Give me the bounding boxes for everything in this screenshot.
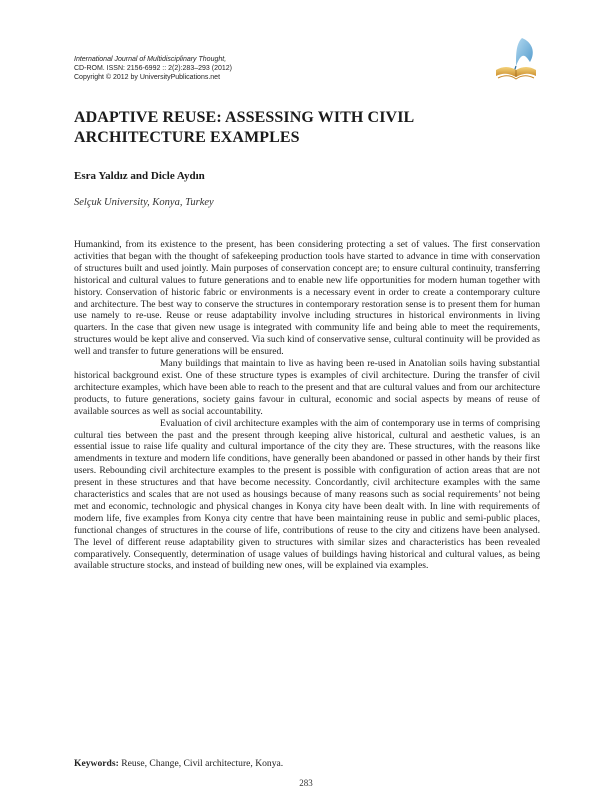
abstract-paragraph-3: Evaluation of civil architecture examples with the aim of contemporary use in terms of comprising cultural ties between the past and the present through keeping alive historical, cultural and aesthetic values, is an essential issue to raise life quality and cultural importance of the city they are. These structures, with the reasons like amendments in texture and modern life conditions, have generally been abandoned or passed in other hands by their first users. Rebounding civil architecture examples to the present is possible with configuration of action areas that are not present in these structures and that have become necessity. Concordantly, civil architecture examples with the same characteristics and scales that are not used as housings because of many reasons such as social requirements’ not being met and economic, technologic and physical changes in Konya city have been dealt with. In line with requirements of modern life, five examples from Konya city centre that have been maintaining reuse in public and semi-public places, functional changes of structures in the course of life, contributions of reuse to the city and citizens have been analysed. The level of different reuse adaptability given to structures with similar sizes and characteristics has been revealed comparatively. Consequently, determination of usage values of buildings having historical and cultural values, as being available structure stocks, and instead of building new ones, will be explained via examples. xyxy=(74,417,540,572)
page-number: 283 xyxy=(299,778,313,788)
abstract-paragraph-1: Humankind, from its existence to the present, has been considering protecting a set of values. The first conservation activities that began with the thought of safekeeping production tools have started to advance in time with conservation of structures built and used jointly. Main purposes of conservation concept are; to ensure cultural continuity, transferring historical and cultural values to future generations and to enable new life opportunities for modern human together with history. Conservation of historic fabric or environments is a necessary event in order to create a contemporary culture and architecture. The best way to conserve the structures in contemporary restoration sense is to present them for human use namely to re-use. Reuse or reuse adaptability involve including structures in historical environments in living quarters. In the case that given new usage is integrated with community life and being able to meet the requirements, structures would be kept alive and conserved. Via such kind of conservative sense, cultural continuity will be provided as well and transfer to future generations will be ensured. xyxy=(74,239,540,358)
journal-copyright: Copyright © 2012 by UniversityPublications.net xyxy=(74,74,221,81)
keywords-value: Reuse, Change, Civil architecture, Konya. xyxy=(121,758,284,769)
keywords-label: Keywords xyxy=(74,758,116,769)
journal-header xyxy=(74,55,232,82)
paper-affiliation: Selçuk University, Konya, Turkey xyxy=(74,197,214,208)
paper-authors: Esra Yaldız and Dicle Aydın xyxy=(74,170,205,182)
keywords-separator: : xyxy=(115,758,119,769)
journal-name: International Journal of Multidisciplinary Thought, xyxy=(74,56,227,63)
abstract-paragraph-2: Many buildings that maintain to live as having been re-used in Anatolian soils having substantial historical background exist. One of these structure types is examples of civil architecture. During the transfer of civil architecture examples, which have been able to reach to the present and that are cultural values and from our architecture products, to future generations, society gains favour in cultural, economic and social aspects by means of reuse of available sources as well as social accountability. xyxy=(74,358,540,417)
abstract-body xyxy=(74,239,540,572)
quill-and-book-icon xyxy=(492,36,540,82)
paper-title: ADAPTIVE REUSE: ASSESSING WITH CIVIL ARCHITECTURE EXAMPLES xyxy=(74,109,414,146)
keywords-line xyxy=(74,758,283,769)
journal-issn: CD-ROM. ISSN: 2156-6992 :: 2(2):283–293 (2012) xyxy=(74,65,232,72)
